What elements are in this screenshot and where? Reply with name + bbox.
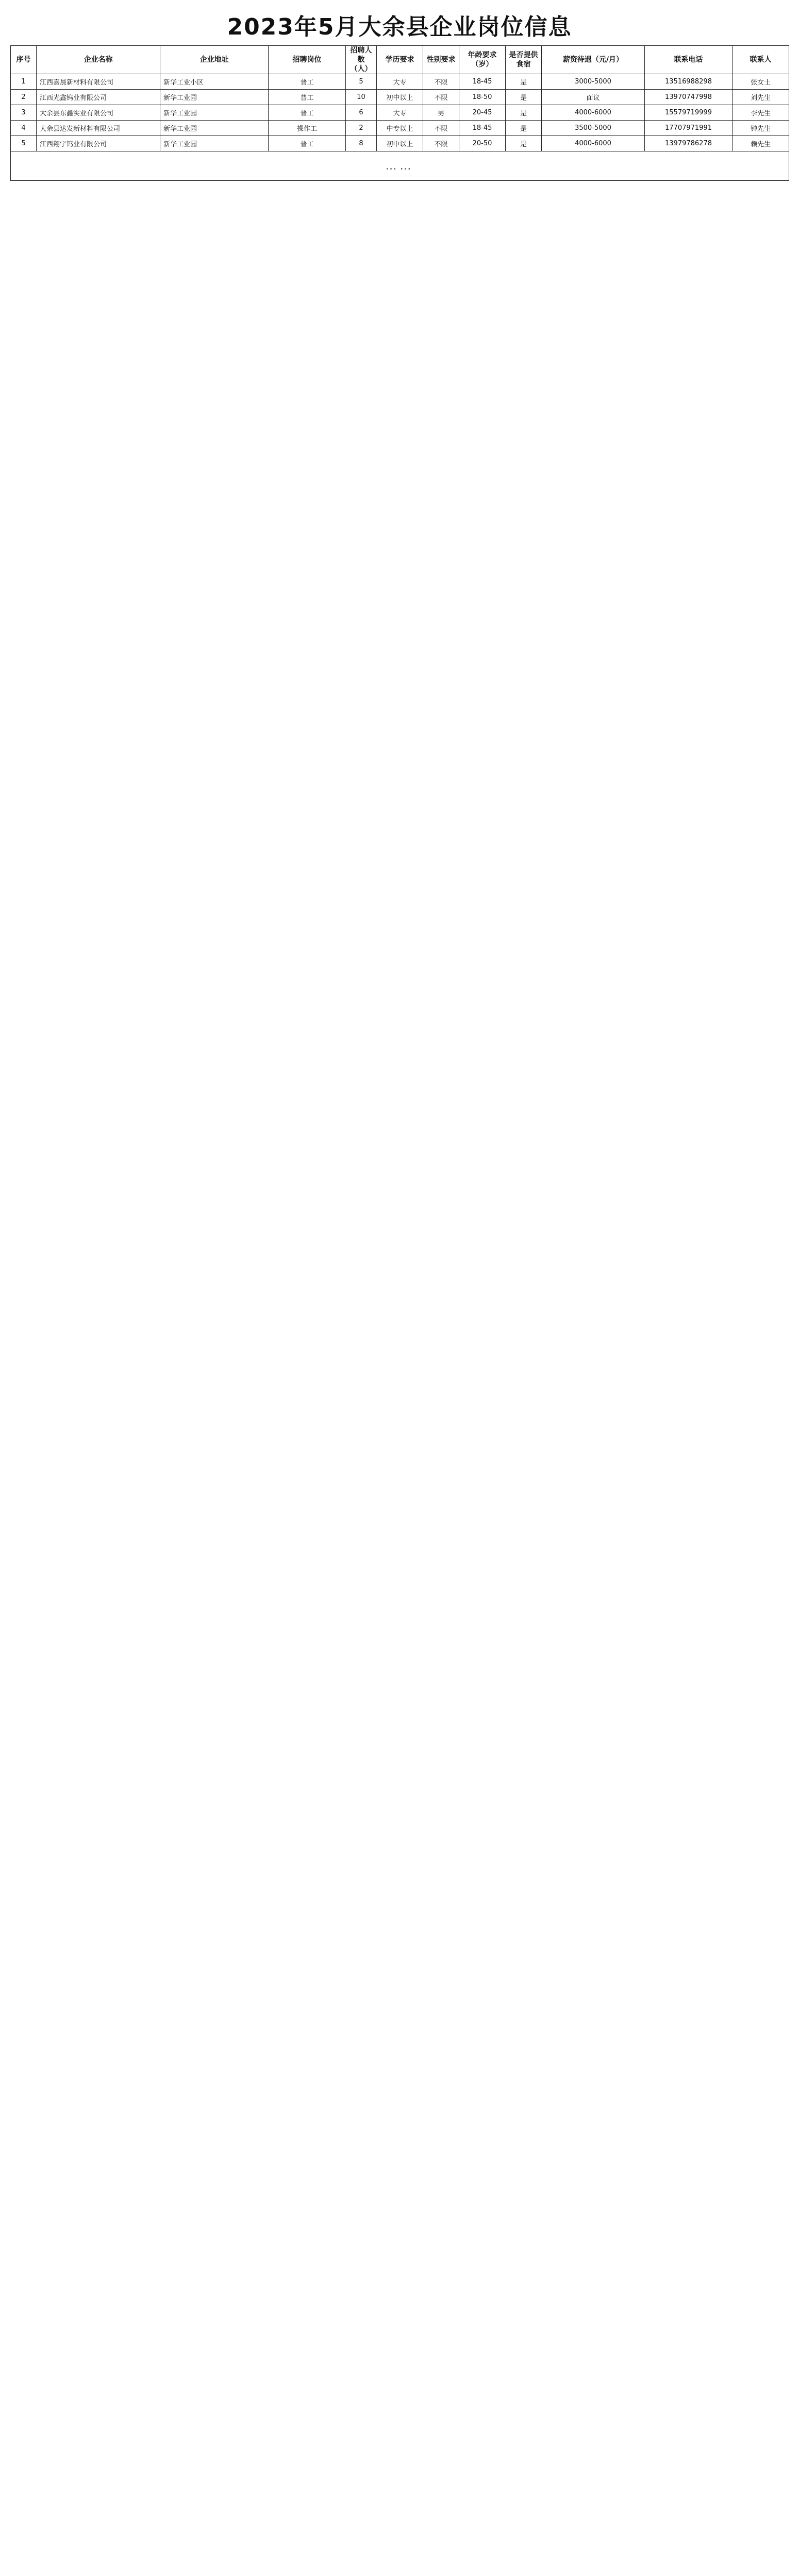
cell-job: 普工 <box>269 74 346 90</box>
cell-address: 新华工业园 <box>160 121 269 136</box>
cell-contact: 刘先生 <box>733 90 789 105</box>
cell-seq: 2 <box>11 90 37 105</box>
cell-phone: 13516988298 <box>645 74 733 90</box>
cell-gender: 不限 <box>423 136 459 151</box>
cell-gender: 不限 <box>423 121 459 136</box>
cell-phone: 13979786278 <box>645 136 733 151</box>
cell-address: 新华工业园 <box>160 105 269 121</box>
cell-salary: 4000-6000 <box>542 136 645 151</box>
col-header-count: 招聘人数（人） <box>346 46 377 74</box>
table-row <box>11 105 789 121</box>
cell-edu: 大专 <box>377 74 423 90</box>
cell-job: 普工 <box>269 90 346 105</box>
cell-company: 大余县东鑫实业有限公司 <box>37 105 160 121</box>
cell-edu: 初中以上 <box>377 136 423 151</box>
cell-phone: 13970747998 <box>645 90 733 105</box>
cell-company: 江西翔宇钨业有限公司 <box>37 136 160 151</box>
cell-job: 普工 <box>269 136 346 151</box>
cell-contact: 张女士 <box>733 74 789 90</box>
more-rows-indicator <box>11 151 789 181</box>
col-header-gender: 性别要求 <box>423 46 459 74</box>
col-header-salary: 薪资待遇（元/月） <box>542 46 645 74</box>
cell-company: 大余县达发新材料有限公司 <box>37 121 160 136</box>
cell-address: 新华工业小区 <box>160 74 269 90</box>
cell-edu: 中专以上 <box>377 121 423 136</box>
cell-address: 新华工业园 <box>160 90 269 105</box>
col-header-contact: 联系人 <box>733 46 789 74</box>
cell-salary: 3000-5000 <box>542 74 645 90</box>
cell-seq: 5 <box>11 136 37 151</box>
cell-age: 18-50 <box>459 90 506 105</box>
cell-edu: 大专 <box>377 105 423 121</box>
cell-gender: 男 <box>423 105 459 121</box>
cell-lodging: 是 <box>506 105 542 121</box>
cell-contact: 钟先生 <box>733 121 789 136</box>
cell-seq: 1 <box>11 74 37 90</box>
job-listings-table <box>10 45 789 181</box>
cell-age: 20-50 <box>459 136 506 151</box>
cell-gender: 不限 <box>423 90 459 105</box>
col-header-seq: 序号 <box>11 46 37 74</box>
cell-count: 10 <box>346 90 377 105</box>
cell-company: 江西嘉晨新材料有限公司 <box>37 74 160 90</box>
col-header-age: 年龄要求（岁） <box>459 46 506 74</box>
cell-contact: 李先生 <box>733 105 789 121</box>
table-row <box>11 74 789 90</box>
table-row <box>11 136 789 151</box>
cell-phone: 15579719999 <box>645 105 733 121</box>
col-header-phone: 联系电话 <box>645 46 733 74</box>
cell-lodging: 是 <box>506 136 542 151</box>
cell-address: 新华工业园 <box>160 136 269 151</box>
cell-lodging: 是 <box>506 74 542 90</box>
cell-count: 2 <box>346 121 377 136</box>
cell-salary: 4000-6000 <box>542 105 645 121</box>
cell-salary: 3500-5000 <box>542 121 645 136</box>
col-header-company: 企业名称 <box>37 46 160 74</box>
col-header-address: 企业地址 <box>160 46 269 74</box>
cell-job: 普工 <box>269 105 346 121</box>
cell-gender: 不限 <box>423 74 459 90</box>
cell-count: 6 <box>346 105 377 121</box>
cell-edu: 初中以上 <box>377 90 423 105</box>
cell-seq: 4 <box>11 121 37 136</box>
cell-lodging: 是 <box>506 121 542 136</box>
cell-count: 5 <box>346 74 377 90</box>
cell-job: 操作工 <box>269 121 346 136</box>
more-rows-text: …… <box>11 151 789 181</box>
cell-seq: 3 <box>11 105 37 121</box>
cell-age: 18-45 <box>459 121 506 136</box>
table-row <box>11 121 789 136</box>
col-header-job: 招聘岗位 <box>269 46 346 74</box>
cell-lodging: 是 <box>506 90 542 105</box>
cell-count: 8 <box>346 136 377 151</box>
cell-phone: 17707971991 <box>645 121 733 136</box>
col-header-lodging: 是否提供食宿 <box>506 46 542 74</box>
cell-salary: 面议 <box>542 90 645 105</box>
document-title: 2023年5月大余县企业岗位信息 <box>227 14 572 40</box>
table-header-row <box>11 46 789 74</box>
col-header-education: 学历要求 <box>377 46 423 74</box>
cell-age: 20-45 <box>459 105 506 121</box>
table-row <box>11 90 789 105</box>
cell-contact: 赖先生 <box>733 136 789 151</box>
cell-company: 江西光鑫钨业有限公司 <box>37 90 160 105</box>
cell-age: 18-45 <box>459 74 506 90</box>
